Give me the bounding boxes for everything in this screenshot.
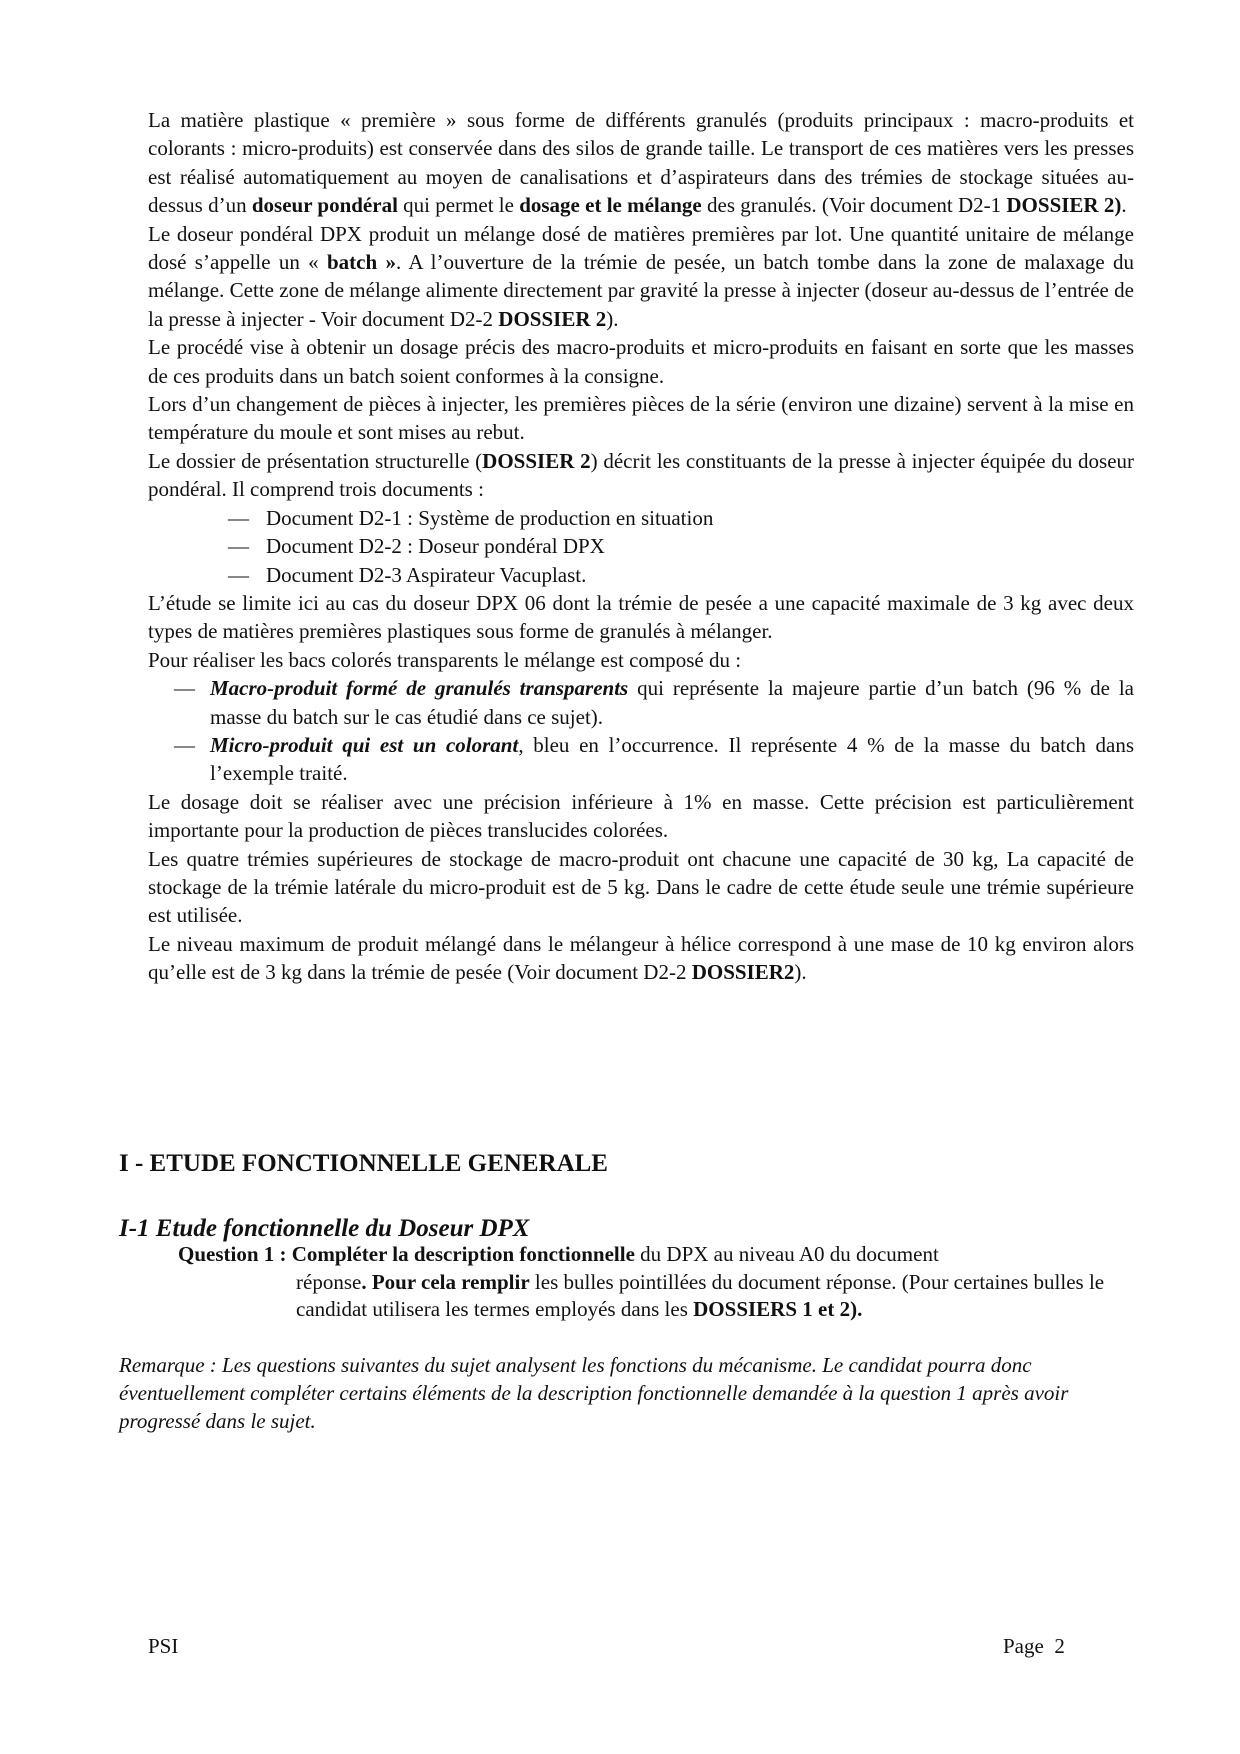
document-item (148, 561, 1134, 589)
intro-text (148, 106, 1134, 987)
composition-item-micro (148, 731, 1134, 788)
paragraph-etude: L’étude se limite ici au cas du doseur DPX 06 dont la trémie de pesée a une capacité maximale de 3 kg avec deux types de matières premières plastiques sous forme de granulés à mélanger. (148, 590, 1134, 644)
question-body: réponse. Pour cela remplir les bulles pointillées du document réponse. (Pour certaines bulles le candidat utilisera les termes employés dans les DOSSIERS 1 et 2). (296, 1269, 1105, 1321)
document-item-label: Document D2-3 Aspirateur Vacuplast. (266, 562, 587, 587)
document-item (148, 504, 1134, 532)
remark: Remarque : Les questions suivantes du sujet analysent les fonctions du mécanisme. Le candidat pourra donc éventuellement compléter certains éléments de la description fonctionnelle demandée à la question 1 après avoir progressé dans le sujet. (119, 1353, 1069, 1433)
dash-bullet: — (228, 505, 249, 530)
composition-item-text: Micro-produit qui est un colorant, bleu en l’occurrence. Il représente 4 % de la masse du batch dans l’exemple traité. (210, 732, 1134, 786)
document-item-label: Document D2-2 : Doseur pondéral DPX (266, 534, 605, 559)
document-item-label: Document D2-1 : Système de production en situation (266, 505, 714, 530)
paragraph-procede: Le procédé vise à obtenir un dosage précis des macro-produits et micro-produits en faisant en sorte que les masses de ces produits dans un batch soient conformes à la consigne. (148, 335, 1134, 388)
question-first-line (178, 1241, 1128, 1269)
section-subtitle: I-1 Etude fonctionnelle du Doseur DPX (119, 1215, 530, 1242)
dash-bullet: — (174, 732, 195, 757)
page-number: Page 2 (1003, 1634, 1065, 1658)
paragraph-precision: Le dosage doit se réaliser avec une précision inférieure à 1% en masse. Cette précision est particulièrement importante pour la production de pièces translucides colorées. (148, 789, 1134, 843)
paragraph-tremies: Les quatre trémies supérieures de stockage de macro-produit ont chacune une capacité de 30 kg, La capacité de stockage de la trémie latérale du micro-produit est de 5 kg. Dans le cadre de cette étude seule une trémie supérieure est utilisée. (148, 846, 1134, 928)
question-1 (178, 1241, 1128, 1324)
footer-left: PSI (148, 1634, 179, 1658)
paragraph-batch: Le doseur pondéral DPX produit un mélange dosé de matières premières par lot. Une quantité unitaire de mélange dosé s’appelle un « batch ». A l’ouverture de la trémie de pesée, un batch tombe dans la zone de malaxage du mélange. Cette zone de mélange alimente directement par gravité la presse à injecter (doseur au-dessus de l’entrée de la presse à injecter - Voir document D2-2 DOSSIER 2). (148, 221, 1134, 331)
dash-bullet: — (228, 534, 249, 559)
document-item (148, 532, 1134, 560)
section-title: I - ETUDE FONCTIONNELLE GENERALE (119, 1150, 608, 1177)
question-label: Question 1 : Compléter la description fonctionnelle (178, 1242, 635, 1266)
composition-item-macro (148, 674, 1134, 731)
dash-bullet: — (174, 676, 195, 701)
paragraph-dossier: Le dossier de présentation structurelle (DOSSIER 2) décrit les constituants de la presse à injecter équipée du doseur pondéral. Il comprend trois documents : (148, 448, 1135, 502)
dash-bullet: — (228, 562, 249, 587)
paragraph-niveau: Le niveau maximum de produit mélangé dans le mélangeur à hélice correspond à une mase de 10 kg environ alors qu’elle est de 3 kg dans la trémie de pesée (Voir document D2-2 DOSSIER2). (148, 931, 1134, 985)
paragraph-changement: Lors d’un changement de pièces à injecter, les premières pièces de la série (environ une dizaine) servent à la mise en température du moule et sont mises au rebut. (148, 392, 1134, 445)
composition-item-text: Macro-produit formé de granulés transparents qui représente la majeure partie d’un batch (96 % de la masse du batch sur le cas étudié dans ce sujet). (210, 676, 1134, 729)
paragraph-silos: La matière plastique « première » sous forme de différents granulés (produits principaux : macro-produits et colorants : micro-produits) est conservée dans des silos de grande taille. Le transport de ces matières vers les presses est réalisé automatiquement au moyen de canalisations et d’aspirateurs dans des trémies de stockage situées au-dessus d’un doseur pondéral qui permet le dosage et le mélange des granulés. (Voir document D2-1 DOSSIER 2). (148, 108, 1134, 218)
paragraph-composition: Pour réaliser les bacs colorés transparents le mélange est composé du : (148, 647, 742, 672)
question-first-line-rest: du DPX au niveau A0 du document (634, 1242, 939, 1266)
